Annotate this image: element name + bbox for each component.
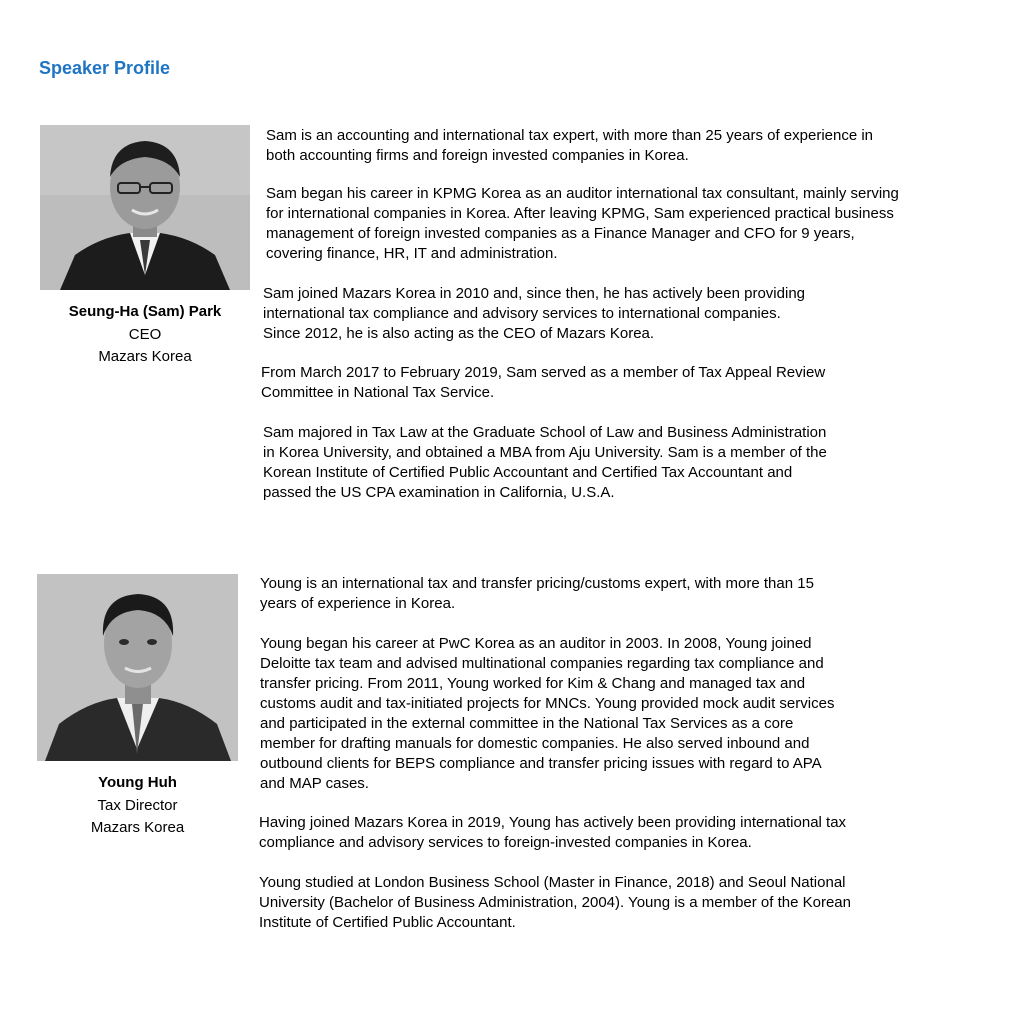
speaker-role: Tax Director bbox=[97, 796, 178, 814]
page-title: Speaker Profile bbox=[39, 58, 171, 78]
speaker-name: Young Huh bbox=[98, 774, 177, 791]
speaker-bio-paragraph: Young is an international tax and transfer pricing/customs expert, with more than 15 years of experience in Korea. bbox=[260, 575, 814, 612]
speaker-caption bbox=[37, 772, 238, 840]
speaker-caption bbox=[40, 301, 250, 369]
speaker-role: CEO bbox=[128, 325, 162, 343]
speaker-bio-paragraph: Young began his career at PwC Korea as an auditor in 2003. In 2008, Young joined Deloitte tax team and advised multinational companies regarding tax compliance and transfer pricing. From 2011, Young worked for Kim & Chang and managed tax and customs audit and tax-initiated projects for MNCs. Young provided mock audit services and participated in the external committee in the National Tax Services as a core member for drafting manuals for domestic companies. He also served inbound and outbound clients for BEPS compliance and transfer pricing issues with regard to APA and MAP cases. bbox=[260, 635, 835, 792]
speaker-company: Mazars Korea bbox=[98, 348, 192, 365]
speaker-bio-paragraph: From March 2017 to February 2019, Sam served as a member of Tax Appeal Review Committee in National Tax Service. bbox=[261, 364, 826, 401]
speaker-bio-paragraph: Sam is an accounting and international tax expert, with more than 25 years of experience in both accounting firms and foreign invested companies in Korea. bbox=[266, 127, 874, 164]
speaker-bio-paragraph: Having joined Mazars Korea in 2019, Young has actively been providing international tax compliance and advisory services to foreign-invested companies in Korea. bbox=[259, 814, 847, 851]
speaker-bio-paragraph: Sam joined Mazars Korea in 2010 and, since then, he has actively been providing international tax compliance and advisory services to international companies. Since 2012, he is also acting as the CEO of Mazars Korea. bbox=[263, 285, 805, 342]
speaker-photo bbox=[37, 574, 238, 761]
speaker-name: Seung-Ha (Sam) Park bbox=[68, 303, 222, 320]
speaker-photo bbox=[40, 125, 250, 290]
speaker-bio-paragraph: Young studied at London Business School (Master in Finance, 2018) and Seoul National University (Bachelor of Business Administration, 2004). Young is a member of the Korean Institute of Certified Public Accountant. bbox=[259, 874, 851, 931]
speaker-bio-paragraph: Sam majored in Tax Law at the Graduate School of Law and Business Administration in Korea University, and obtained a MBA from Aju University. Sam is a member of the Korean Institute of Certified Public Accountant and Certified Tax Accountant and passed the US CPA examination in California, U.S.A. bbox=[263, 424, 827, 501]
speaker-bio-paragraph: Sam began his career in KPMG Korea as an auditor international tax consultant, mainly serving for international companies in Korea. After leaving KPMG, Sam experienced practical business management of foreign invested companies as a Finance Manager and CFO for 9 years, covering finance, HR, IT and administration. bbox=[266, 185, 899, 262]
speaker-company: Mazars Korea bbox=[90, 819, 185, 836]
